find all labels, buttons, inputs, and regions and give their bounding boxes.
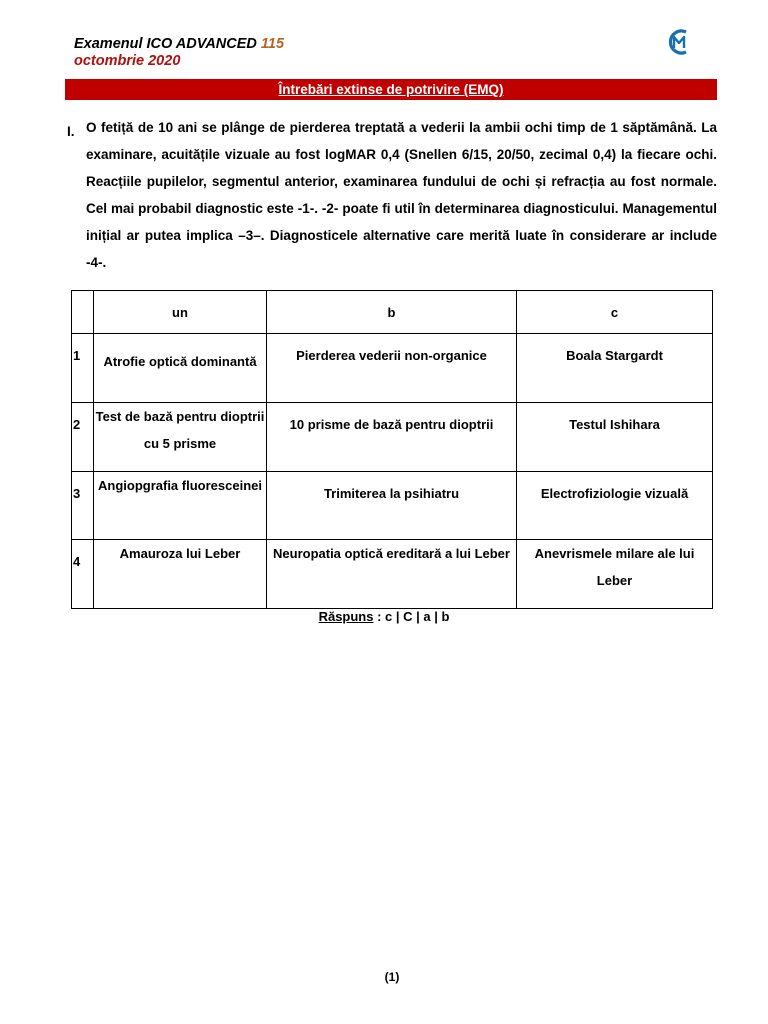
- ico-logo-icon: [667, 27, 691, 57]
- column-header-a: un: [94, 291, 267, 334]
- exam-date: octombrie 2020: [74, 53, 181, 69]
- option-cell: Amauroza lui Leber: [94, 540, 267, 609]
- answer-value: c | C | a | b: [385, 609, 450, 624]
- table-row: [72, 472, 713, 540]
- option-cell: Boala Stargardt: [517, 334, 713, 403]
- exam-title: [74, 36, 284, 53]
- option-cell: Electrofiziologie vizuală: [517, 472, 713, 540]
- answer-line: [0, 609, 768, 625]
- table-header-row: [72, 291, 713, 334]
- column-header-b: b: [267, 291, 517, 334]
- row-number: 3: [72, 472, 94, 540]
- option-cell: Anevrismele milare ale lui Leber: [517, 540, 713, 609]
- option-cell: Neuropatia optică ereditară a lui Leber: [267, 540, 517, 609]
- answer-label: Răspuns: [318, 609, 374, 624]
- column-header-c: c: [517, 291, 713, 334]
- question-number: I.: [67, 124, 75, 139]
- option-cell: Atrofie optică dominantă: [94, 334, 267, 403]
- row-number: 2: [72, 403, 94, 472]
- page-number: (1): [384, 970, 400, 984]
- table-row: [72, 540, 713, 609]
- row-number: 1: [72, 334, 94, 403]
- option-cell: Angiopgrafia fluoresceinei: [94, 472, 267, 540]
- section-banner-text: Întrebări extinse de potrivire (EMQ): [278, 82, 504, 97]
- table-corner-cell: [72, 291, 94, 334]
- exam-number: 115: [260, 36, 285, 52]
- emq-options-table: [71, 290, 713, 609]
- table-row: [72, 403, 713, 472]
- option-cell: Testul Ishihara: [517, 403, 713, 472]
- option-cell: Test de bază pentru dioptrii cu 5 prisme: [94, 403, 267, 472]
- row-number: 4: [72, 540, 94, 609]
- question-text: O fetiță de 10 ani se plânge de pierderea treptată a vederii la ambii ochi timp de 1 săptămână. La examinare, acuitățile vizuale au fost logMAR 0,4 (Snellen 6/15, 20/50, zecimal 0,4) la fiecare ochi. Reacțiile pupilelor, segmentul anterior, examinarea fundului de ochi și refracția au fost normale. Cel mai probabil diagnostic este -1-. -2- poate fi util în determinarea diagnosticului. Managementul inițial ar putea implica –3–. Diagnosticele alternative care merită luate în considerare ar include -4-.: [86, 120, 717, 270]
- table-row: [72, 334, 713, 403]
- option-cell: Pierderea vederii non-organice: [267, 334, 517, 403]
- answer-separator: :: [373, 609, 386, 624]
- option-cell: Trimiterea la psihiatru: [267, 472, 517, 540]
- option-cell: 10 prisme de bază pentru dioptrii: [267, 403, 517, 472]
- section-banner: [65, 79, 717, 100]
- exam-title-prefix: Examenul ICO ADVANCED: [74, 36, 261, 52]
